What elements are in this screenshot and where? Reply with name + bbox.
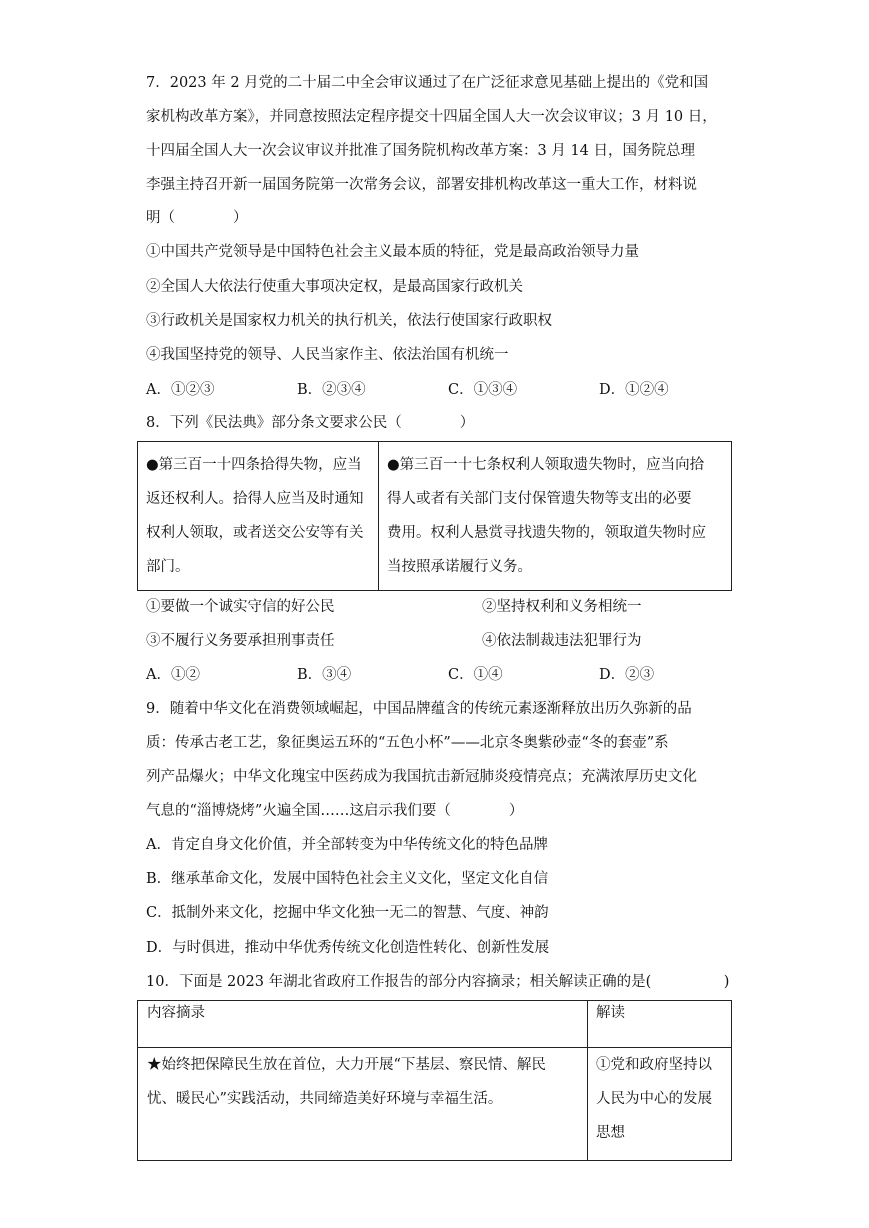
q7-option-c[interactable]: C．①③④: [448, 382, 518, 398]
q9-option-d[interactable]: D．与时俱进，推动中华优秀传统文化创造性转化、创新性发展: [146, 940, 550, 956]
q8-option-d[interactable]: D．②③: [599, 667, 655, 683]
cell-line: 费用。权利人悬赏寻找遗失物的，领取道失物时应: [387, 525, 706, 541]
q7-stem-line: 明（ ）: [146, 210, 248, 226]
q8-right-cell: [379, 442, 732, 591]
q7-stem-line: 7．2023 年 2 月党的二十届二中全会审议通过了在广泛征求意见基础上提出的《党和国: [146, 75, 709, 91]
q7-stem-line: 家机构改革方案》，并同意按照法定程序提交十四届全国人大一次会议审议；3 月 10 日，: [146, 109, 717, 125]
q7-statement: ①中国共产党领导是中国特色社会主义最本质的特征，党是最高政治领导力量: [146, 244, 639, 260]
q8-option-b[interactable]: B．③④: [297, 667, 352, 683]
cell-line: 当按照承诺履行义务。: [387, 559, 532, 575]
q8-statement: ②坚持权利和义务相统一: [482, 599, 642, 615]
q9-stem-line: 9．随着中华文化在消费领域崛起，中国品牌蕴含的传统元素逐渐释放出历久弥新的品: [146, 701, 692, 717]
q7-statement: ③行政机关是国家权力机关的执行机关，依法行使国家行政职权: [146, 313, 552, 329]
q9-option-b[interactable]: B．继承革命文化，发展中国特色社会主义文化，坚定文化自信: [146, 871, 549, 887]
q7-stem-line: 十四届全国人大一次会议审议并批准了国务院机构改革方案：3 月 14 日，国务院总理: [146, 143, 696, 159]
cell-line: 返还权利人。拾得人应当及时通知: [146, 491, 364, 507]
q7-statement: ④我国坚持党的领导、人民当家作主、依法治国有机统一: [146, 347, 509, 363]
cell-line: 得人或者有关部门支付保管遗失物等支出的必要: [387, 491, 692, 507]
q7-statement: ②全国人大依法行使重大事项决定权，是最高国家行政机关: [146, 279, 523, 295]
q8-option-c[interactable]: C．①④: [448, 667, 503, 683]
q8-stem: 8．下列《民法典》部分条文要求公民（ ）: [146, 415, 475, 431]
cell-line: ●第三百一十七条权利人领取遗失物时，应当向拾: [387, 457, 705, 473]
q10-row-right: [588, 1048, 732, 1161]
q8-statement: ①要做一个诚实守信的好公民: [146, 599, 335, 615]
q9-option-c[interactable]: C．抵制外来文化，挖掘中华文化独一无二的智慧、气度、神韵: [146, 905, 549, 921]
q10-stem: 10．下面是 2023 年湖北省政府工作报告的部分内容摘录；相关解读正确的是( ): [146, 974, 730, 990]
cell-line: ①党和政府坚持以: [596, 1057, 712, 1073]
q7-stem-line: 李强主持召开新一届国务院第一次常务会议，部署安排机构改革这一重大工作，材料说: [146, 177, 697, 193]
q10-header-right: 解读: [588, 1001, 732, 1048]
q7-option-b[interactable]: B．②③④: [297, 382, 366, 398]
q10-report-table: [137, 1000, 732, 1161]
cell-line: 人民为中心的发展: [596, 1091, 712, 1107]
q7-option-d[interactable]: D．①②④: [599, 382, 669, 398]
q9-stem-line: 气息的“淄博烧烤”火遍全国……这启示我们要（ ）: [146, 803, 524, 819]
q10-header-left: 内容摘录: [138, 1001, 588, 1048]
cell-line: 部门。: [146, 559, 190, 575]
q8-left-cell: [138, 442, 379, 591]
q9-option-a[interactable]: A．肯定自身文化价值，并全部转变为中华传统文化的特色品牌: [146, 837, 548, 853]
q10-row-left: [138, 1048, 588, 1161]
q8-option-a[interactable]: A．①②: [146, 667, 200, 683]
cell-line: ★始终把保障民生放在首位，大力开展“下基层、察民情、解民: [147, 1057, 546, 1073]
cell-line: 忧、暖民心”实践活动，共同缔造美好环境与幸福生活。: [147, 1091, 503, 1107]
q8-statement: ④依法制裁违法犯罪行为: [482, 633, 642, 649]
q7-option-a[interactable]: A．①②③: [146, 382, 215, 398]
cell-line: 权利人领取，或者送交公安等有关: [146, 525, 364, 541]
q9-stem-line: 列产品爆火；中华文化瑰宝中医药成为我国抗击新冠肺炎疫情亮点；充满浓厚历史文化: [146, 769, 697, 785]
cell-line: ●第三百一十四条拾得失物，应当: [146, 457, 362, 473]
q8-civil-code-table: [137, 441, 732, 591]
cell-line: 思想: [596, 1125, 625, 1141]
q9-stem-line: 质：传承古老工艺，象征奥运五环的“五色小杯”——北京冬奥紫砂壶“冬的套壶”系: [146, 735, 669, 751]
q8-statement: ③不履行义务要承担刑事责任: [146, 633, 335, 649]
